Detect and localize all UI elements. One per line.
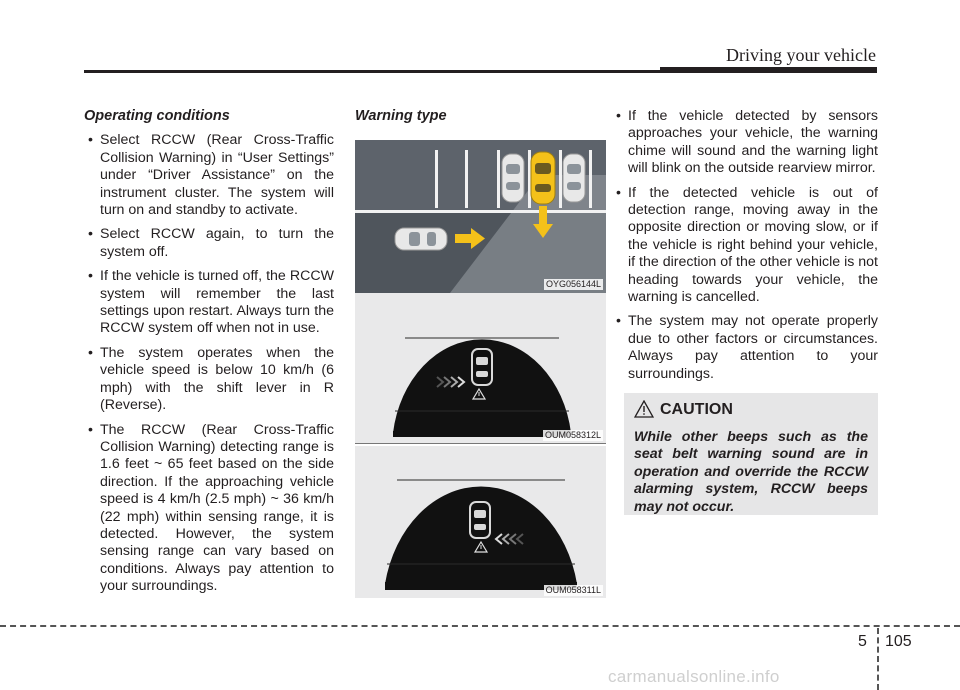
figure-code: OYG056144L [545, 279, 601, 289]
cluster-warning-right-illustration [355, 446, 606, 598]
operating-conditions-title: Operating conditions [84, 108, 230, 124]
highlighted-car-icon [531, 152, 555, 204]
warning-behavior-list [612, 108, 878, 383]
operating-conditions-column [84, 108, 334, 603]
list-item: • The system operates when the vehicle speed is below 10 km/h (6 mph) with the shift lever in R (Reverse). [84, 345, 334, 415]
warning-behavior-column [612, 108, 878, 390]
caution-header [634, 401, 868, 419]
caution-triangle-icon [634, 400, 654, 418]
list-item: • Select RCCW (Rear Cross-Traffic Collision Warning) in “User Settings” under “Driver Assistance” on the instrument cluster. The system will turn on and standby to activate. [84, 132, 334, 219]
footer-rule [0, 625, 960, 627]
cluster-right-svg [355, 446, 606, 598]
page-number: 105 [885, 633, 912, 650]
caution-box [624, 393, 878, 515]
parked-car-icon [563, 154, 585, 202]
list-item: • The system may not operate properly due to other factors or circumstances. Always pay attention to your surroundings. [612, 313, 878, 383]
approaching-car-icon [395, 228, 447, 250]
chapter-number: 5 [858, 633, 867, 650]
list-item: • If the vehicle is turned off, the RCCW system will remember the last settings upon restart. Always turn the RCCW system off when not in use. [84, 268, 334, 338]
caution-text: While other beeps such as the seat belt warning sound are in operation and override the RCCW alarming system, RCCW beeps may not occur. [634, 429, 868, 515]
watermark: carmanualsonline.info [608, 667, 780, 686]
caution-label: CAUTION [660, 401, 733, 418]
list-item: • If the detected vehicle is out of detection range, moving away in the opposite direction or moving slow, or if the vehicle is right behind your vehicle, if the direction of the other vehicle is not heading towards your vehicle, the warning is cancelled. [612, 185, 878, 307]
parked-car-icon [502, 154, 524, 202]
figure-code: OUM058312L [544, 430, 601, 440]
cluster-left-svg [355, 293, 606, 444]
cluster-warning-left-illustration [355, 293, 606, 444]
page-header-title: Driving your vehicle [726, 45, 876, 65]
list-item: • If the vehicle detected by sensors approaches your vehicle, the warning chime will sound and the warning light will blink on the outside rearview mirror. [612, 108, 878, 178]
parking-scene-svg [355, 140, 606, 293]
operating-conditions-list [84, 132, 334, 595]
list-item: • Select RCCW again, to turn the system off. [84, 226, 334, 261]
warning-type-title: Warning type [355, 108, 447, 124]
figure-code: OUM058311L [545, 585, 601, 595]
footer-divider [877, 628, 879, 690]
list-item: • The RCCW (Rear Cross-Traffic Collision Warning) detecting range is 1.6 feet ~ 65 feet based on the side direction. If the approaching vehicle speed is 4 km/h (2.5 mph) ~ 36 km/h (22 mph) within sensing range, it is detected. However, the system sensing range can vary based on conditions. Always pay attention to your surroundings. [84, 422, 334, 596]
header-rule-accent [660, 67, 877, 73]
parking-lot-illustration [355, 140, 606, 293]
